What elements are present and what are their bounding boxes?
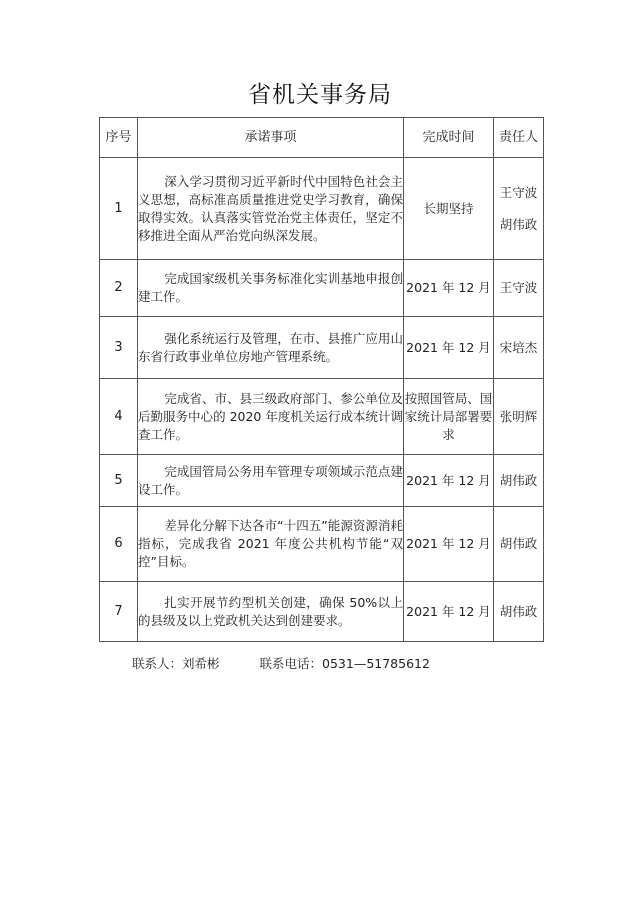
row-time: 2021 年 12 月 — [404, 455, 494, 507]
row-no: 7 — [100, 582, 138, 642]
row-person: 王守波 — [494, 260, 544, 317]
row-no: 1 — [100, 158, 138, 260]
row-time: 2021 年 12 月 — [404, 582, 494, 642]
row-no: 2 — [100, 260, 138, 317]
row-no: 6 — [100, 507, 138, 582]
header-no: 序号 — [100, 118, 138, 158]
contact-person: 联系人：刘希彬 — [132, 656, 220, 671]
header-item: 承诺事项 — [138, 118, 404, 158]
row-item: 完成国管局公务用车管理专项领域示范点建设工作。 — [138, 455, 404, 507]
table-row — [100, 507, 544, 582]
row-item: 扎实开展节约型机关创建，确保 50%以上的县级及以上党政机关达到创建要求。 — [138, 582, 404, 642]
table-row — [100, 379, 544, 455]
header-person: 责任人 — [494, 118, 544, 158]
row-item: 完成国家级机关事务标准化实训基地申报创建工作。 — [138, 260, 404, 317]
contact-phone: 联系电话：0531—51785612 — [259, 656, 430, 671]
row-no: 5 — [100, 455, 138, 507]
table-row — [100, 317, 544, 379]
table-row — [100, 582, 544, 642]
page-title: 省机关事务局 — [248, 82, 392, 108]
row-no: 3 — [100, 317, 138, 379]
row-no: 4 — [100, 379, 138, 455]
contact-info — [132, 654, 430, 672]
table-row — [100, 260, 544, 317]
row-time: 按照国管局、国家统计局部署要求 — [404, 379, 494, 455]
row-time: 2021 年 12 月 — [404, 507, 494, 582]
header-time: 完成时间 — [404, 118, 494, 158]
row-time: 长期坚持 — [404, 158, 494, 260]
row-time: 2021 年 12 月 — [404, 260, 494, 317]
row-item: 完成省、市、县三级政府部门、参公单位及后勤服务中心的 2020 年度机关运行成本统计调查工作。 — [138, 379, 404, 455]
row-person: 宋培杰 — [494, 317, 544, 379]
row-person: 胡伟政 — [494, 507, 544, 582]
row-time: 2021 年 12 月 — [404, 317, 494, 379]
table-row — [100, 158, 544, 260]
row-item: 深入学习贯彻习近平新时代中国特色社会主义思想，高标准高质量推进党史学习教育，确保取得实效。认真落实管党治党主体责任，坚定不移推进全面从严治党向纵深发展。 — [138, 158, 404, 260]
commitment-table — [99, 117, 544, 642]
row-item: 差异化分解下达各市“十四五”能源资源消耗指标，完成我省 2021 年度公共机构节能“双控”目标。 — [138, 507, 404, 582]
row-person: 王守波 胡伟政 — [494, 158, 544, 260]
row-person: 胡伟政 — [494, 582, 544, 642]
row-person: 张明辉 — [494, 379, 544, 455]
row-item: 强化系统运行及管理，在市、县推广应用山东省行政事业单位房地产管理系统。 — [138, 317, 404, 379]
row-person: 胡伟政 — [494, 455, 544, 507]
table-header-row — [100, 118, 544, 158]
table-row — [100, 455, 544, 507]
